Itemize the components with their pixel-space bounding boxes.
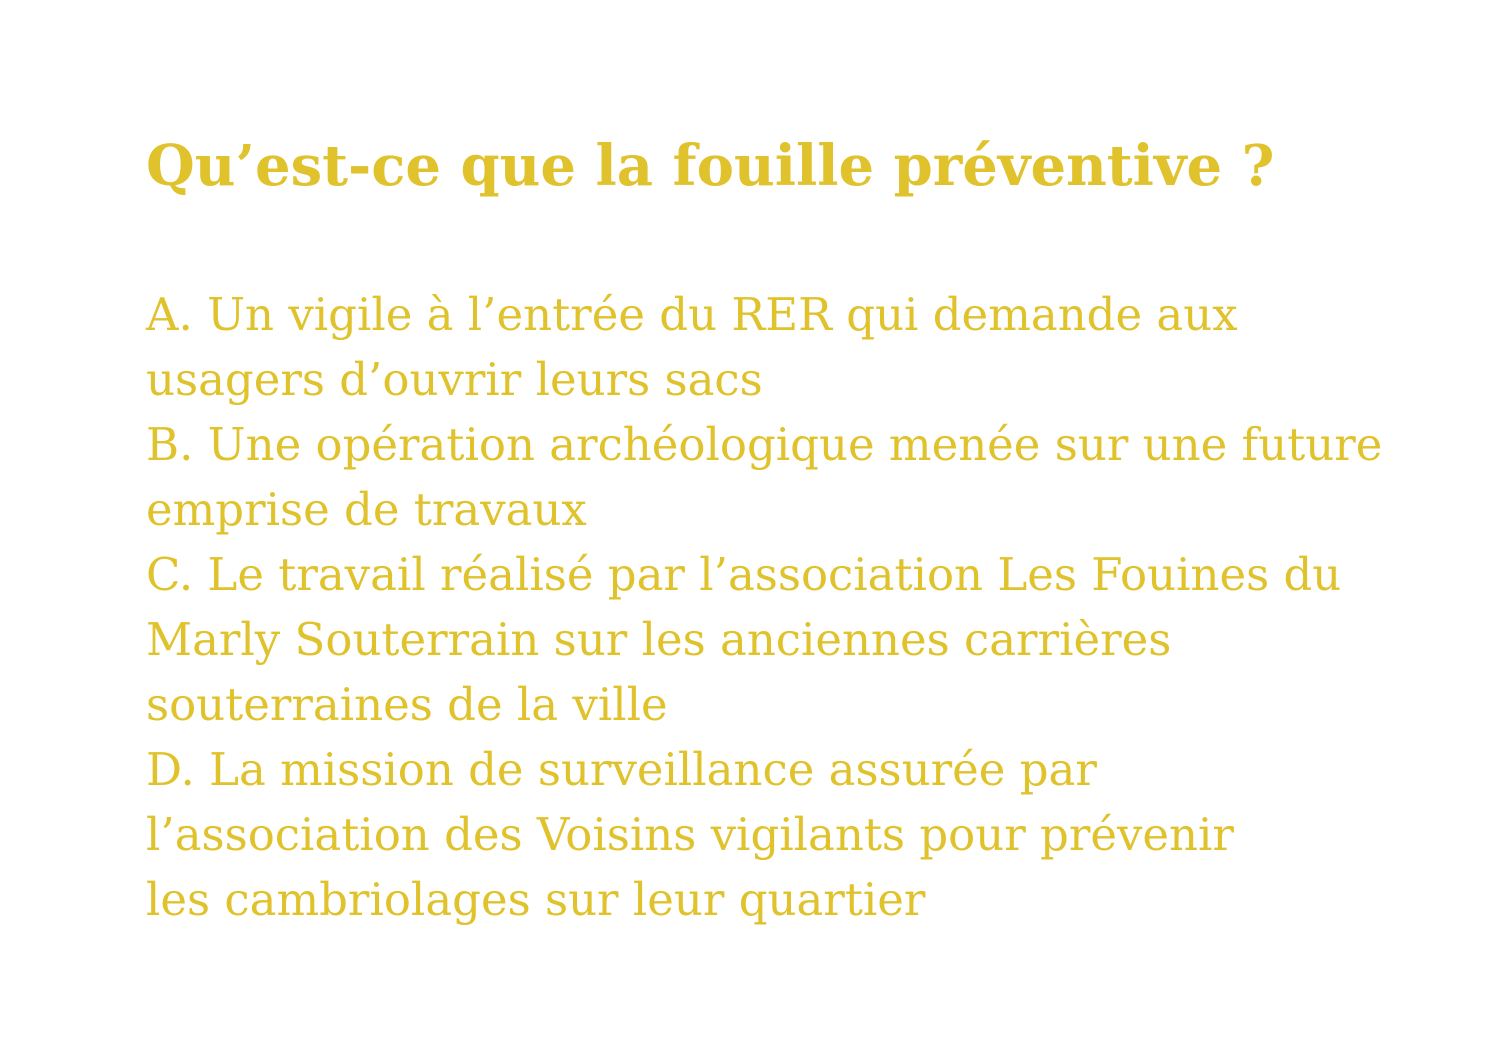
answer-d-line-2: l’association des Voisins vigilants pour prévenir [146,808,1234,861]
answer-list [146,282,1486,932]
answer-a-line-1: A. Un vigile à l’entrée du RER qui demande aux [146,288,1238,341]
answer-a [146,282,1486,412]
answer-b [146,412,1486,542]
answer-c-line-1: C. Le travail réalisé par l’association Les Fouines du [146,548,1342,601]
answer-a-line-2: usagers d’ouvrir leurs sacs [146,353,763,406]
answer-b-line-2: emprise de travaux [146,483,587,536]
answer-c [146,542,1486,737]
answer-b-line-1: B. Une opération archéologique menée sur une future [146,418,1383,471]
answer-d [146,737,1486,932]
answer-d-line-1: D. La mission de surveillance assurée par [146,743,1097,796]
answer-c-line-3: souterraines de la ville [146,678,668,731]
answer-d-line-3: les cambriolages sur leur quartier [146,873,926,926]
answer-c-line-2: Marly Souterrain sur les anciennes carrières [146,613,1172,666]
question-title: Qu’est-ce que la fouille préventive ? [146,133,1275,199]
